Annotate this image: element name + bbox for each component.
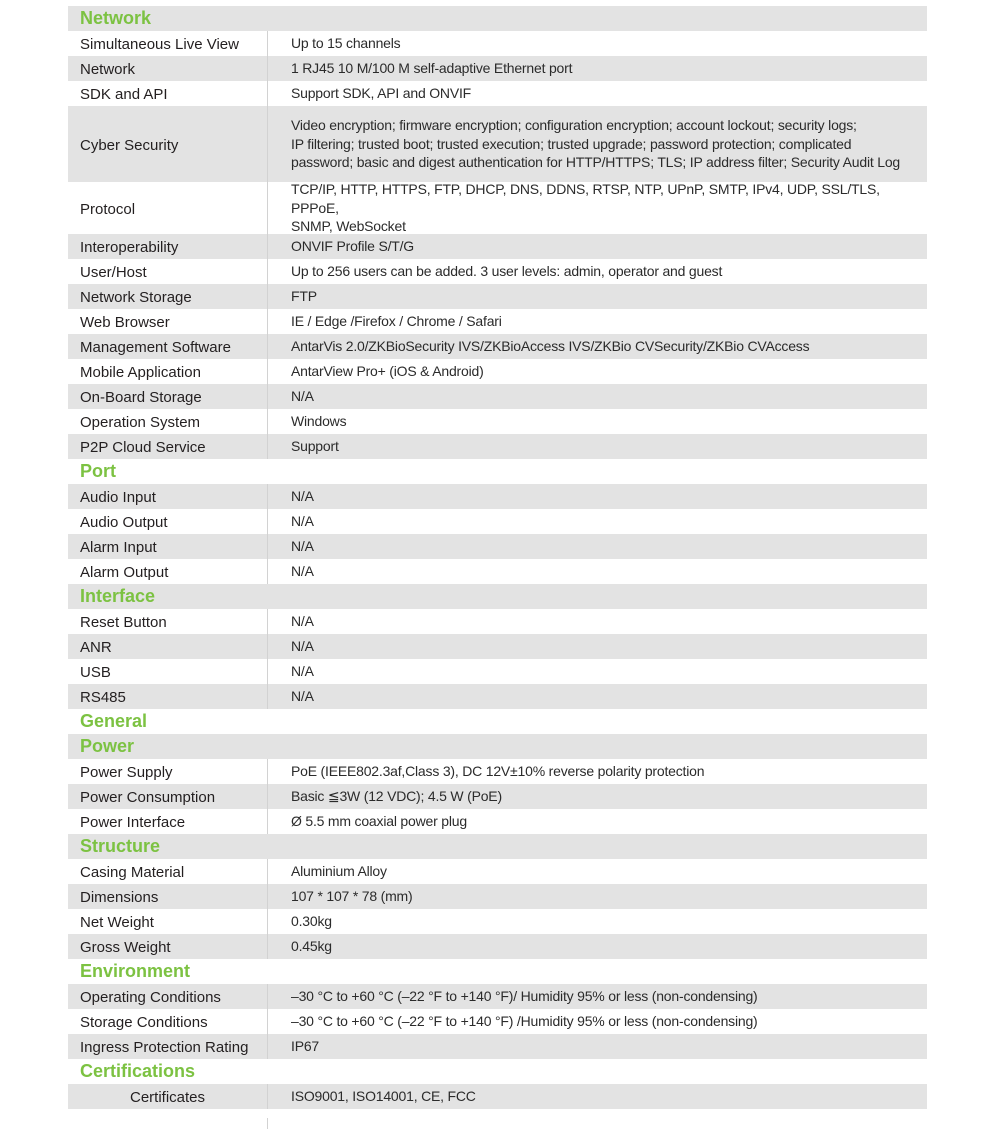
value-alarm-output: N/A [291, 563, 314, 580]
section-interface: Interface [68, 584, 927, 609]
row-network [68, 56, 927, 81]
row-management-software [68, 334, 927, 359]
label-power-consumption: Power Consumption [68, 784, 268, 809]
value-user-host: Up to 256 users can be added. 3 user levels: admin, operator and guest [291, 263, 723, 280]
value-power-consumption: Basic ≦3W (12 VDC); 4.5 W (PoE) [291, 788, 502, 805]
spec-table [68, 6, 927, 1109]
label-alarm-output: Alarm Output [68, 559, 268, 584]
row-alarm-output [68, 559, 927, 584]
value-dimensions: 107 * 107 * 78 (mm) [291, 888, 413, 905]
label-power-supply: Power Supply [68, 759, 268, 784]
label-onboard-storage: On-Board Storage [68, 384, 268, 409]
label-gross-weight: Gross Weight [68, 934, 268, 959]
row-alarm-input [68, 534, 927, 559]
label-user-host: User/Host [68, 259, 268, 284]
value-certificates: ISO9001, ISO14001, CE, FCC [291, 1088, 476, 1105]
row-cyber-security [68, 106, 927, 182]
value-reset-button: N/A [291, 613, 314, 630]
value-network-storage: FTP [291, 288, 317, 305]
value-net-weight: 0.30kg [291, 913, 332, 930]
value-storage-conditions: –30 °C to +60 °C (–22 °F to +140 °F) /Humidity 95% or less (non-condensing) [291, 1013, 758, 1030]
label-rs485: RS485 [68, 684, 268, 709]
row-ingress-protection [68, 1034, 927, 1059]
section-certifications: Certifications [80, 1061, 196, 1081]
section-network: Network [68, 6, 927, 31]
column-divider-tail [267, 1118, 268, 1129]
label-audio-output: Audio Output [68, 509, 268, 534]
protocol-line-2: SNMP, WebSocket [291, 218, 406, 235]
value-audio-input: N/A [291, 488, 314, 505]
label-network: Network [68, 56, 268, 81]
label-storage-conditions: Storage Conditions [68, 1009, 268, 1034]
label-dimensions: Dimensions [68, 884, 268, 909]
cyber-line-3: password; basic and digest authentication for HTTP/HTTPS; TLS; IP address filter; Security Audit Log [291, 154, 901, 171]
row-anr [68, 634, 927, 659]
label-protocol: Protocol [68, 182, 268, 234]
value-operating-conditions: –30 °C to +60 °C (–22 °F to +140 °F)/ Humidity 95% or less (non-condensing) [291, 988, 758, 1005]
section-port: Port [80, 461, 116, 481]
label-p2p-cloud: P2P Cloud Service [68, 434, 268, 459]
label-interoperability: Interoperability [68, 234, 268, 259]
label-operating-conditions: Operating Conditions [68, 984, 268, 1009]
value-audio-output: N/A [291, 513, 314, 530]
protocol-line-1: TCP/IP, HTTP, HTTPS, FTP, DHCP, DNS, DDNS, RTSP, NTP, UPnP, SMTP, IPv4, UDP, SSL/TLS, PPPoE, [291, 181, 880, 216]
row-audio-input [68, 484, 927, 509]
value-alarm-input: N/A [291, 538, 314, 555]
label-usb: USB [68, 659, 268, 684]
value-protocol [268, 180, 927, 236]
row-rs485 [68, 684, 927, 709]
section-general: General [80, 711, 148, 731]
section-power: Power [68, 734, 927, 759]
row-power-supply [68, 759, 927, 784]
row-power-interface [68, 809, 927, 834]
label-simultaneous-live-view: Simultaneous Live View [68, 31, 268, 56]
value-casing-material: Aluminium Alloy [291, 863, 387, 880]
row-network-storage [68, 284, 927, 309]
label-audio-input: Audio Input [68, 484, 268, 509]
row-sdk-api [68, 81, 927, 106]
label-network-storage: Network Storage [68, 284, 268, 309]
row-operation-system [68, 409, 927, 434]
row-protocol [68, 182, 927, 234]
label-alarm-input: Alarm Input [68, 534, 268, 559]
section-structure: Structure [68, 834, 927, 859]
row-reset-button [68, 609, 927, 634]
row-audio-output [68, 509, 927, 534]
label-certificates: Certificates [68, 1084, 268, 1109]
value-anr: N/A [291, 638, 314, 655]
label-operation-system: Operation System [68, 409, 268, 434]
row-power-consumption [68, 784, 927, 809]
row-operating-conditions [68, 984, 927, 1009]
value-power-interface: Ø 5.5 mm coaxial power plug [291, 813, 467, 830]
row-interoperability [68, 234, 927, 259]
label-anr: ANR [68, 634, 268, 659]
row-user-host [68, 259, 927, 284]
value-rs485: N/A [291, 688, 314, 705]
row-web-browser [68, 309, 927, 334]
label-cyber-security: Cyber Security [68, 106, 268, 182]
row-p2p-cloud [68, 434, 927, 459]
row-gross-weight [68, 934, 927, 959]
cyber-line-1: Video encryption; firmware encryption; configuration encryption; account lockout; security logs; [291, 117, 857, 134]
row-certificates [68, 1084, 927, 1109]
value-p2p-cloud: Support [291, 438, 339, 455]
value-operation-system: Windows [291, 413, 347, 430]
value-mobile-application: AntarView Pro+ (iOS & Android) [291, 363, 484, 380]
value-ingress-protection: IP67 [291, 1038, 319, 1055]
row-usb [68, 659, 927, 684]
label-management-software: Management Software [68, 334, 268, 359]
label-web-browser: Web Browser [68, 309, 268, 334]
value-simultaneous-live-view: Up to 15 channels [291, 35, 401, 52]
row-dimensions [68, 884, 927, 909]
label-ingress-protection: Ingress Protection Rating [68, 1034, 268, 1059]
value-management-software: AntarVis 2.0/ZKBioSecurity IVS/ZKBioAccess IVS/ZKBio CVSecurity/ZKBio CVAccess [291, 338, 810, 355]
value-onboard-storage: N/A [291, 388, 314, 405]
label-net-weight: Net Weight [68, 909, 268, 934]
label-power-interface: Power Interface [68, 809, 268, 834]
label-casing-material: Casing Material [68, 859, 268, 884]
value-usb: N/A [291, 663, 314, 680]
row-simultaneous-live-view [68, 31, 927, 56]
value-network: 1 RJ45 10 M/100 M self-adaptive Ethernet port [291, 60, 573, 77]
row-storage-conditions [68, 1009, 927, 1034]
label-sdk-api: SDK and API [68, 81, 268, 106]
value-cyber-security [268, 116, 927, 172]
section-environment: Environment [80, 961, 191, 981]
value-interoperability: ONVIF Profile S/T/G [291, 238, 414, 255]
row-net-weight [68, 909, 927, 934]
value-sdk-api: Support SDK, API and ONVIF [291, 85, 471, 102]
value-gross-weight: 0.45kg [291, 938, 332, 955]
value-power-supply: PoE (IEEE802.3af,Class 3), DC 12V±10% reverse polarity protection [291, 763, 705, 780]
value-web-browser: IE / Edge /Firefox / Chrome / Safari [291, 313, 502, 330]
label-mobile-application: Mobile Application [68, 359, 268, 384]
label-reset-button: Reset Button [68, 609, 268, 634]
cyber-line-2: IP filtering; trusted boot; trusted execution; trusted upgrade; password protection; complicated [291, 135, 852, 152]
row-onboard-storage [68, 384, 927, 409]
row-mobile-application [68, 359, 927, 384]
row-casing-material [68, 859, 927, 884]
